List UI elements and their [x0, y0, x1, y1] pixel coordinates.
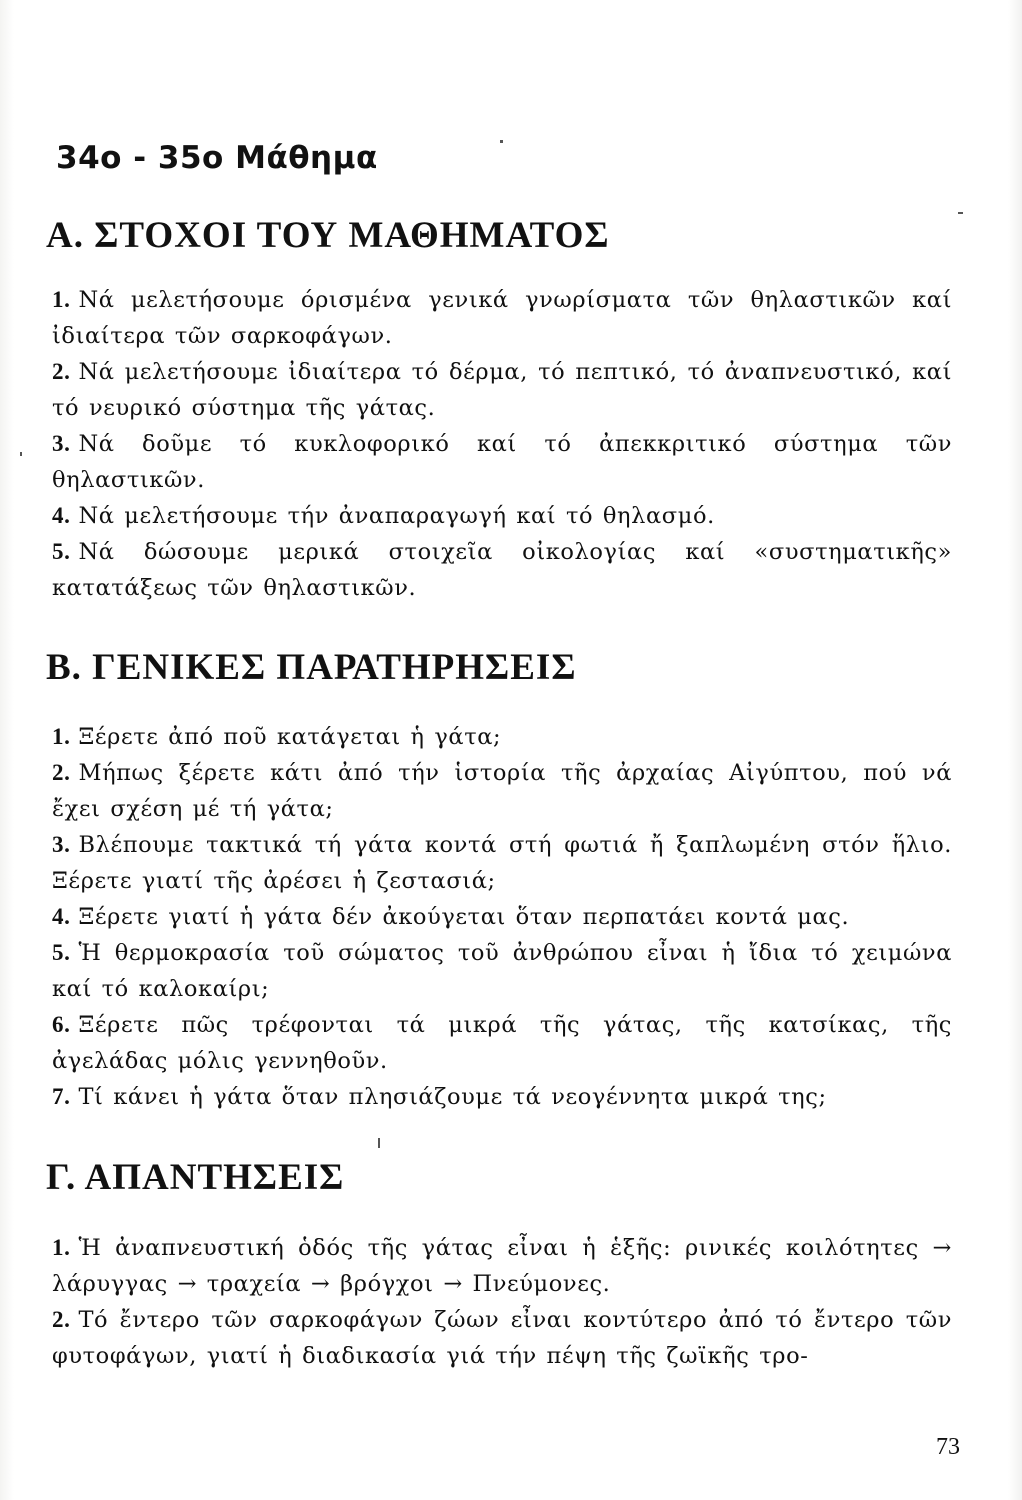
list-item — [52, 1079, 952, 1115]
page-number: 73 — [936, 1434, 960, 1460]
scan-speck — [20, 452, 22, 456]
scan-speck — [958, 212, 963, 214]
observations-list — [52, 719, 952, 1115]
item-text: Ἡ ἀναπνευστική ὁδός τῆς γάτας εἶναι ἡ ἑξῆς: ρινικές κοιλότητες → λάρυγγας → τραχεία → βρόγχοι → Πνεύμονες. — [52, 1235, 952, 1297]
item-text: Ἡ θερμοκρασία τοῦ σώματος τοῦ ἀνθρώπου εἶναι ἡ ἴδια τό χειμώνα καί τό καλοκαίρι; — [52, 940, 952, 1002]
item-text: Τί κάνει ἡ γάτα ὅταν πλησιάζουμε τά νεογέννητα μικρά της; — [78, 1084, 827, 1110]
lesson-title: 34ο - 35ο Μάθημα — [56, 140, 378, 176]
item-text: Νά δώσουμε μερικά στοιχεῖα οἰκολογίας καί «συστηματικῆς» κατατάξεως τῶν θηλαστικῶν. — [52, 539, 952, 601]
item-text: Νά μελετήσουμε τήν ἀναπαραγωγή καί τό θηλασμό. — [78, 503, 715, 529]
scan-speck — [500, 140, 503, 143]
item-number: 5. — [52, 940, 71, 965]
list-item — [52, 534, 952, 606]
item-number: 6. — [52, 1012, 71, 1037]
list-item — [52, 1230, 952, 1302]
item-text: Νά δοῦμε τό κυκλοφορικό καί τό ἀπεκκριτικό σύστημα τῶν θηλαστικῶν. — [52, 431, 952, 493]
item-number: 5. — [52, 539, 71, 564]
item-number: 1. — [52, 724, 71, 749]
item-text: Ξέρετε γιατί ἡ γάτα δέν ἀκούγεται ὅταν περπατάει κοντά μας. — [78, 904, 850, 930]
item-text: Μήπως ξέρετε κάτι ἀπό τήν ἱστορία τῆς ἀρχαίας Αἰγύπτου, πού νά ἔχει σχέση μέ τή γάτα; — [52, 760, 952, 822]
answers-list — [52, 1230, 952, 1374]
item-text: Ξέρετε ἀπό ποῦ κατάγεται ἡ γάτα; — [78, 724, 502, 750]
scan-speck — [378, 1138, 380, 1148]
item-number: 4. — [52, 904, 71, 929]
list-item — [52, 1007, 952, 1079]
section-heading-observations: Β. ΓΕΝΙΚΕΣ ΠΑΡΑΤΗΡΗΣΕΙΣ — [46, 647, 577, 688]
item-number: 2. — [52, 760, 71, 785]
list-item — [52, 282, 952, 354]
item-text: Τό ἔντερο τῶν σαρκοφάγων ζώων εἶναι κοντύτερο ἀπό τό ἔντερο τῶν φυτοφάγων, γιατί ἡ διαδικασία γιά τήν πέψη τῆς ζωϊκῆς τρο- — [52, 1307, 952, 1369]
list-item — [52, 935, 952, 1007]
goals-list — [52, 282, 952, 606]
list-item — [52, 498, 952, 534]
item-text: Ξέρετε πῶς τρέφονται τά μικρά τῆς γάτας, τῆς κατσίκας, τῆς ἀγελάδας μόλις γεννηθοῦν. — [52, 1012, 952, 1074]
list-item — [52, 354, 952, 426]
list-item — [52, 719, 952, 755]
list-item — [52, 426, 952, 498]
section-heading-goals: Α. ΣΤΟΧΟΙ ΤΟΥ ΜΑΘΗΜΑΤΟΣ — [46, 215, 610, 256]
section-heading-answers: Γ. ΑΠΑΝΤΗΣΕΙΣ — [46, 1157, 345, 1198]
list-item — [52, 827, 952, 899]
item-number: 1. — [52, 1235, 71, 1260]
item-number: 7. — [52, 1084, 71, 1109]
item-number: 4. — [52, 503, 71, 528]
item-number: 2. — [52, 1307, 71, 1332]
item-text: Νά μελετήσουμε όρισμένα γενικά γνωρίσματα τῶν θηλαστικῶν καί ἰδιαίτερα τῶν σαρκοφάγων. — [52, 287, 952, 349]
item-text: Νά μελετήσουμε ἰδιαίτερα τό δέρμα, τό πεπτικό, τό ἀναπνευστικό, καί τό νευρικό σύστημα τῆς γάτας. — [52, 359, 952, 421]
list-item — [52, 899, 952, 935]
item-number: 1. — [52, 287, 71, 312]
item-text: Βλέπουμε τακτικά τή γάτα κοντά στή φωτιά ἤ ξαπλωμένη στόν ἥλιο. Ξέρετε γιατί τῆς ἀρέσει ἡ ζεστασιά; — [52, 832, 952, 894]
list-item — [52, 1302, 952, 1374]
item-number: 3. — [52, 431, 71, 456]
item-number: 3. — [52, 832, 71, 857]
list-item — [52, 755, 952, 827]
item-number: 2. — [52, 359, 71, 384]
